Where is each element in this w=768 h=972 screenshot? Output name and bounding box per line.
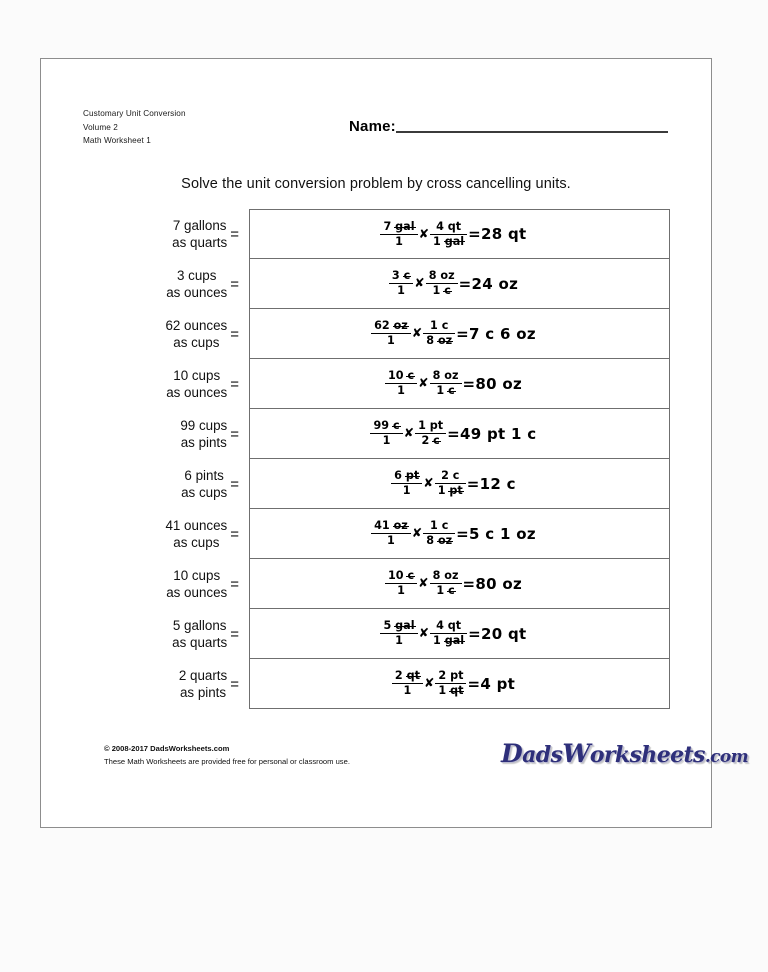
conversion-expression <box>371 520 536 547</box>
prompt-line-2: as cups <box>173 335 220 350</box>
prompt-equals-sign: = <box>230 325 239 343</box>
prompt-equals-sign: = <box>230 225 239 243</box>
problem-prompt <box>41 259 249 309</box>
prompt-equals-sign: = <box>230 525 239 543</box>
problem-answer-cell[interactable] <box>249 659 670 709</box>
problem-row <box>41 659 711 709</box>
fraction-f2-num-unit: pt <box>429 419 444 433</box>
conversion-expression <box>389 270 518 297</box>
fraction-f1-num-value: 5 <box>383 619 392 633</box>
problem-row <box>41 409 711 459</box>
problem-prompt-text <box>172 217 227 252</box>
fraction-f1-den: 1 <box>382 434 391 447</box>
fraction-f1 <box>371 520 411 547</box>
fraction-f2-denominator <box>426 284 458 297</box>
fraction-f2-num-unit: oz <box>440 269 455 283</box>
fraction-f2-num-unit: c <box>441 519 449 533</box>
conversion-expression <box>371 320 536 347</box>
problem-row <box>41 509 711 559</box>
fraction-f2-den <box>436 384 454 397</box>
problem-answer-cell[interactable] <box>249 259 670 309</box>
fraction-f2-den-value: 8 <box>426 334 435 347</box>
fraction-f1-num <box>388 569 414 582</box>
fraction-f1-numerator <box>391 470 422 483</box>
prompt-line-2: as ounces <box>166 585 228 600</box>
conversion-expression <box>385 370 522 397</box>
fraction-f2-numerator <box>426 270 458 283</box>
instruction-text: Solve the unit conversion problem by cross cancelling units. <box>181 176 571 192</box>
fraction-f1 <box>380 620 417 647</box>
fraction-f1-num <box>383 220 414 233</box>
problem-answer-cell[interactable] <box>249 359 670 409</box>
fraction-f2-num <box>430 319 448 332</box>
fraction-f2 <box>430 620 467 647</box>
fraction-f2-num-value: 8 <box>432 569 441 583</box>
fraction-f2-numerator <box>435 470 466 483</box>
multiply-icon: ✘ <box>418 625 430 641</box>
answer-result: =4 pt <box>467 674 516 693</box>
logo-w: W <box>562 739 590 768</box>
header <box>41 107 711 167</box>
fraction-f1-numerator <box>389 270 413 283</box>
fraction-f2-num <box>433 369 459 382</box>
prompt-line-1: 62 ounces <box>165 317 228 333</box>
fraction-f2-num-unit: oz <box>444 569 459 583</box>
prompt-line-1: 5 gallons <box>172 617 227 633</box>
answer-result: =24 oz <box>458 274 519 293</box>
fraction-f1-num-value: 10 <box>387 369 404 383</box>
fraction-f2-den-value: 2 <box>421 434 430 447</box>
fraction-f2-num-unit: oz <box>444 369 459 383</box>
problem-prompt-text <box>172 617 227 652</box>
worksheet-sheet <box>40 58 749 828</box>
fraction-f1-num-unit-cancelled: oz <box>393 319 408 333</box>
fraction-f2 <box>435 670 466 697</box>
fraction-f1-num-unit-cancelled: c <box>407 369 415 383</box>
fraction-f2-num-value: 1 <box>430 319 438 333</box>
fraction-f1-denominator <box>380 235 417 248</box>
logo-d: D <box>501 739 523 768</box>
fraction-f2-numerator <box>423 320 455 333</box>
prompt-line-2: as ounces <box>166 285 228 300</box>
fraction-f1-den: 1 <box>402 484 411 497</box>
prompt-equals-sign: = <box>230 275 239 293</box>
meta-line-title: Customary Unit Conversion <box>83 109 186 118</box>
logo-ads: ads <box>522 742 563 768</box>
fraction-f2-numerator <box>430 370 462 383</box>
name-input-rule[interactable] <box>396 131 668 133</box>
fraction-f1-num-value: 62 <box>374 319 390 333</box>
fraction-f2-den-unit-cancelled: oz <box>437 334 453 347</box>
fraction-f1 <box>391 470 422 497</box>
fraction-f1-den: 1 <box>387 534 395 547</box>
conversion-expression <box>392 670 515 697</box>
problem-prompt <box>41 509 249 559</box>
fraction-f2-den <box>432 284 450 297</box>
problem-answer-cell[interactable] <box>249 509 670 559</box>
fraction-f2-num-value: 8 <box>428 269 437 283</box>
problem-prompt <box>41 409 249 459</box>
multiply-icon: ✘ <box>403 425 415 441</box>
problem-answer-cell[interactable] <box>249 609 670 659</box>
problem-row <box>41 459 711 509</box>
fraction-f1-num <box>373 419 399 432</box>
problem-list <box>41 209 711 709</box>
fraction-f1-num-value: 7 <box>383 219 392 233</box>
fraction-f2-num-value: 4 <box>436 219 444 233</box>
fraction-f1-num <box>395 669 420 682</box>
problem-answer-cell[interactable] <box>249 309 670 359</box>
fraction-f1-numerator <box>385 570 417 583</box>
fraction-f2-denominator <box>430 384 462 397</box>
prompt-line-2: as pints <box>180 435 227 450</box>
fraction-f2-denominator <box>430 584 462 597</box>
fraction-f1-denominator <box>385 384 417 397</box>
conversion-expression <box>370 420 536 447</box>
fraction-f1-num-value: 6 <box>394 469 402 483</box>
fraction-f1-num-unit-cancelled: c <box>403 269 411 283</box>
prompt-equals-sign: = <box>230 575 239 593</box>
fraction-f2 <box>426 270 458 297</box>
fraction-f1-num-unit-cancelled: gal <box>395 619 415 633</box>
fraction-f1-num-unit-cancelled: gal <box>395 219 415 233</box>
conversion-expression <box>391 470 516 497</box>
meta-line-volume: Volume 2 <box>83 122 118 132</box>
fraction-f2 <box>430 570 462 597</box>
copyright-line-2: These Math Worksheets are provided free for personal or classroom use. <box>104 756 350 766</box>
fraction-f2-num-unit: pt <box>450 669 464 683</box>
prompt-equals-sign: = <box>230 675 239 693</box>
fraction-f2-numerator <box>430 570 462 583</box>
problem-prompt-text <box>166 367 227 402</box>
conversion-expression <box>380 620 526 647</box>
fraction-f1-numerator <box>371 520 411 533</box>
problem-prompt <box>41 609 249 659</box>
fraction-f1-numerator <box>392 670 423 683</box>
conversion-expression <box>380 221 526 248</box>
prompt-line-1: 41 ounces <box>165 517 228 533</box>
answer-result: =7 c 6 oz <box>456 324 536 343</box>
fraction-f2-num-unit: c <box>441 319 449 333</box>
problem-prompt-text <box>181 467 227 502</box>
multiply-icon: ✘ <box>411 325 423 341</box>
multiply-icon: ✘ <box>423 675 435 691</box>
fraction-f1-num <box>388 369 414 382</box>
fraction-f1 <box>385 570 417 597</box>
fraction-f1-denominator <box>370 434 402 447</box>
fraction-f1 <box>371 320 411 347</box>
prompt-line-1: 10 cups <box>173 367 221 383</box>
fraction-f1-den: 1 <box>395 234 403 248</box>
fraction-f2-den-unit-cancelled: c <box>444 284 451 297</box>
fraction-f1-den: 1 <box>397 284 405 297</box>
prompt-line-2: as quarts <box>172 235 228 250</box>
fraction-f2-denominator <box>423 334 455 347</box>
fraction-f2-denominator <box>430 235 467 248</box>
fraction-f2-numerator <box>415 420 446 433</box>
prompt-equals-sign: = <box>230 625 239 643</box>
fraction-f2-den <box>438 484 463 497</box>
fraction-f1-denominator <box>385 584 417 597</box>
problem-row <box>41 559 711 609</box>
fraction-f2 <box>430 370 462 397</box>
fraction-f1-numerator <box>380 620 417 633</box>
problem-prompt <box>41 309 249 359</box>
answer-result: =80 oz <box>462 374 523 393</box>
fraction-f2-num-value: 1 <box>430 519 438 533</box>
fraction-f2 <box>435 470 466 497</box>
problem-prompt-text <box>165 517 227 552</box>
fraction-f1 <box>389 270 413 297</box>
prompt-line-2: as cups <box>181 485 228 500</box>
fraction-f2-den <box>436 584 454 597</box>
fraction-f2 <box>423 320 455 347</box>
fraction-f2-denominator <box>415 434 446 447</box>
prompt-line-1: 10 cups <box>173 567 221 583</box>
problem-prompt <box>41 659 249 709</box>
fraction-f2-den-unit-cancelled: c <box>448 584 455 597</box>
fraction-f2-den-value: 1 <box>432 284 441 297</box>
fraction-f2-den-unit-cancelled: gal <box>444 234 465 248</box>
problem-prompt-text <box>166 267 227 302</box>
logo-orksheets: orksheets <box>589 742 705 768</box>
multiply-icon: ✘ <box>418 375 429 391</box>
problem-prompt-text <box>165 317 227 352</box>
answer-result: =20 qt <box>468 624 527 643</box>
prompt-line-2: as ounces <box>166 385 228 400</box>
fraction-f1-den: 1 <box>403 684 412 697</box>
fraction-f2-den-unit-cancelled: qt <box>450 684 464 697</box>
answer-result: =28 qt <box>468 225 527 243</box>
fraction-f2-num-value: 2 <box>438 669 447 683</box>
dadsworksheets-logo[interactable] <box>501 737 749 771</box>
fraction-f2-num-value: 2 <box>441 469 449 483</box>
multiply-icon: ✘ <box>418 225 430 241</box>
answer-result: =12 c <box>466 474 516 493</box>
fraction-f1-num-value: 41 <box>374 519 390 533</box>
copyright-block <box>104 743 350 768</box>
problem-answer-cell[interactable] <box>249 459 670 509</box>
fraction-f2-denominator <box>435 684 466 697</box>
fraction-f2-num <box>418 419 443 432</box>
fraction-f2-den-value: 1 <box>433 234 441 248</box>
fraction-f2-numerator <box>430 620 467 633</box>
problem-prompt-text <box>166 567 227 602</box>
fraction-f2-den <box>438 684 463 697</box>
name-field-row <box>349 119 668 135</box>
prompt-line-2: as quarts <box>172 635 228 650</box>
fraction-f2 <box>430 221 467 248</box>
fraction-f2-num-value: 8 <box>432 369 441 383</box>
fraction-f2-den <box>433 235 464 248</box>
answer-result: =49 pt 1 c <box>447 424 537 443</box>
fraction-f1-denominator <box>380 634 417 647</box>
fraction-f2-den-unit-cancelled: c <box>448 384 455 397</box>
fraction-f1-num <box>374 519 408 532</box>
fraction-f2-denominator <box>435 484 466 497</box>
fraction-f1 <box>392 670 423 697</box>
fraction-f1-numerator <box>371 320 411 333</box>
prompt-line-2: as cups <box>173 535 220 550</box>
fraction-f1-num-unit-cancelled: c <box>407 569 415 583</box>
fraction-f2-num-unit: c <box>452 469 460 483</box>
answer-result: =5 c 1 oz <box>456 524 536 543</box>
fraction-f1 <box>385 370 417 397</box>
problem-row <box>41 309 711 359</box>
problem-row <box>41 259 711 309</box>
fraction-f2-den <box>426 534 452 547</box>
fraction-f2-num <box>441 469 459 482</box>
multiply-icon: ✘ <box>411 525 423 541</box>
logo-tld: .com <box>704 747 749 767</box>
conversion-expression <box>385 570 522 597</box>
fraction-f2-num <box>429 269 455 282</box>
problem-row <box>41 609 711 659</box>
fraction-f1-num <box>374 319 408 332</box>
fraction-f1-den: 1 <box>387 334 395 347</box>
problem-prompt-text <box>179 667 227 702</box>
fraction-f2-num-unit: qt <box>447 619 462 633</box>
fraction-f2-den-value: 1 <box>433 634 441 647</box>
name-label: Name: <box>349 118 396 135</box>
fraction-f1-num <box>392 269 410 282</box>
fraction-f2-den-value: 1 <box>438 684 447 697</box>
fraction-f1-num <box>394 469 419 482</box>
fraction-f2-den-value: 1 <box>436 384 445 397</box>
problem-answer-cell[interactable] <box>249 559 670 609</box>
fraction-f1-numerator <box>385 370 417 383</box>
prompt-line-1: 6 pints <box>184 467 224 483</box>
fraction-f1 <box>370 420 402 447</box>
problem-row <box>41 359 711 409</box>
fraction-f2-den-unit-cancelled: c <box>433 434 440 447</box>
fraction-f2-den <box>433 634 464 647</box>
fraction-f1-denominator <box>389 284 413 297</box>
fraction-f2-num <box>430 519 448 532</box>
fraction-f1-den: 1 <box>397 584 405 597</box>
fraction-f2-numerator <box>430 221 467 234</box>
prompt-line-1: 3 cups <box>176 267 217 283</box>
fraction-f2-den-unit-cancelled: pt <box>449 484 463 497</box>
fraction-f1-num-unit-cancelled: c <box>392 419 400 433</box>
fraction-f1-denominator <box>392 684 423 697</box>
fraction-f2-den-value: 1 <box>436 584 445 597</box>
footer <box>41 739 749 789</box>
fraction-f1-num-value: 99 <box>373 419 390 433</box>
fraction-f1-denominator <box>371 334 411 347</box>
fraction-f1-denominator <box>371 534 411 547</box>
fraction-f1-num-unit-cancelled: oz <box>393 519 408 533</box>
fraction-f2-den-value: 1 <box>437 484 446 497</box>
fraction-f2-denominator <box>423 534 455 547</box>
problem-row <box>41 209 711 259</box>
fraction-f2-num-value: 1 <box>418 419 426 433</box>
fraction-f2-den-unit-cancelled: gal <box>444 634 465 647</box>
fraction-f2-numerator <box>423 520 455 533</box>
fraction-f2-num-value: 4 <box>436 619 444 633</box>
logo-text <box>501 737 749 774</box>
fraction-f2-den-value: 8 <box>426 534 435 547</box>
multiply-icon: ✘ <box>423 475 434 491</box>
prompt-line-2: as pints <box>179 685 227 700</box>
fraction-f1-num-unit-cancelled: qt <box>406 669 420 683</box>
fraction-f2-num <box>436 220 461 233</box>
problem-answer-cell[interactable] <box>249 409 670 459</box>
problem-answer-cell[interactable] <box>249 209 670 259</box>
fraction-f1-numerator <box>380 221 417 234</box>
multiply-icon: ✘ <box>414 275 425 291</box>
fraction-f1-num-value: 2 <box>394 669 403 683</box>
document-meta <box>83 107 186 148</box>
problem-prompt-text <box>180 417 227 452</box>
fraction-f2 <box>423 520 455 547</box>
fraction-f2-den-unit-cancelled: oz <box>437 534 453 547</box>
fraction-f2-num <box>436 619 461 632</box>
prompt-line-1: 2 quarts <box>178 667 228 683</box>
problem-prompt <box>41 559 249 609</box>
prompt-equals-sign: = <box>230 425 239 443</box>
prompt-line-1: 99 cups <box>180 417 228 433</box>
fraction-f2-den <box>421 434 439 447</box>
fraction-f1-numerator <box>370 420 402 433</box>
fraction-f1-den: 1 <box>395 634 403 647</box>
fraction-f2-num-unit: qt <box>447 219 462 233</box>
fraction-f1-num <box>383 619 414 632</box>
fraction-f2-denominator <box>430 634 467 647</box>
fraction-f1-denominator <box>391 484 422 497</box>
prompt-equals-sign: = <box>230 475 239 493</box>
fraction-f1-num-unit-cancelled: pt <box>405 469 420 483</box>
fraction-f2-numerator <box>435 670 466 683</box>
fraction-f1-num-value: 3 <box>391 269 400 283</box>
fraction-f1 <box>380 221 417 248</box>
copyright-line-1: © 2008-2017 DadsWorksheets.com <box>104 744 230 753</box>
multiply-icon: ✘ <box>418 575 429 591</box>
problem-prompt <box>41 209 249 259</box>
fraction-f2-den <box>426 334 452 347</box>
answer-result: =80 oz <box>462 574 523 593</box>
prompt-equals-sign: = <box>230 375 239 393</box>
fraction-f1-num-value: 10 <box>387 569 404 583</box>
fraction-f2-num <box>433 569 459 582</box>
problem-prompt <box>41 459 249 509</box>
meta-line-worksheet: Math Worksheet 1 <box>83 136 151 145</box>
fraction-f2-num <box>438 669 463 682</box>
fraction-f2 <box>415 420 446 447</box>
fraction-f1-den: 1 <box>397 384 405 397</box>
problem-prompt <box>41 359 249 409</box>
prompt-line-1: 7 gallons <box>172 217 227 233</box>
